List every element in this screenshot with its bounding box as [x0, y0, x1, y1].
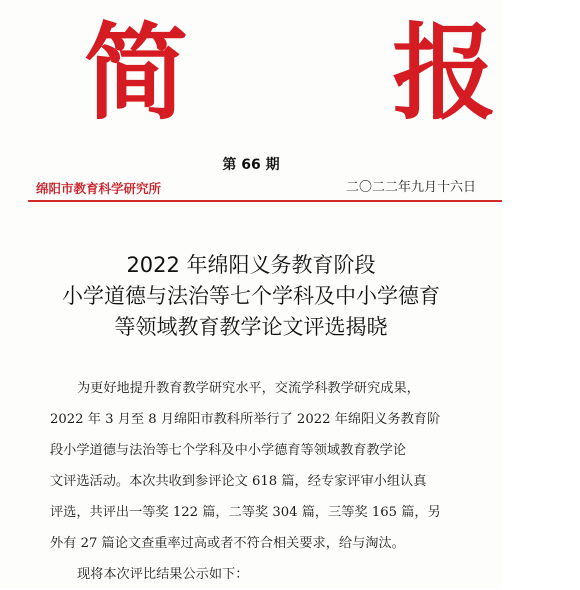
masthead: [0, 8, 580, 138]
body-line: 2022 年 3 月至 8 月绵阳市教科所举行了 2022 年绵阳义务教育阶: [50, 412, 441, 427]
publication-date: 二〇二二年九月十六日: [345, 180, 476, 195]
body-line: 现将本次评比结果公示如下：: [77, 567, 249, 582]
headline-line: 2022 年绵阳义务教育阶段: [126, 253, 376, 277]
body-line: 外有 27 篇论文查重率过高或者不符合相关要求，给与淘汰。: [50, 536, 405, 551]
body-line: 文评选活动。本次共收到参评论文 618 篇，经专家评审小组认真: [50, 474, 427, 489]
header-divider: [28, 200, 502, 202]
issue-number: 第 66 期: [222, 157, 280, 173]
body-text: [50, 373, 490, 590]
headline: [0, 250, 502, 343]
headline-line: 等领域教育教学论文评选揭晓: [114, 315, 388, 339]
masthead-title: 简 报: [84, 12, 580, 134]
body-line: 为更好地提升教育教学研究水平，交流学科教学研究成果，: [77, 381, 420, 396]
body-line: 评选，共评出一等奖 122 篇，二等奖 304 篇，三等奖 165 篇，另: [50, 505, 441, 520]
body-line: 段小学道德与法治等七个学科及中小学德育等领域教育教学论: [50, 443, 407, 458]
headline-line: 小学道德与法治等七个学科及中小学德育: [62, 284, 440, 308]
publisher-name: 绵阳市教育科学研究所: [36, 181, 162, 196]
